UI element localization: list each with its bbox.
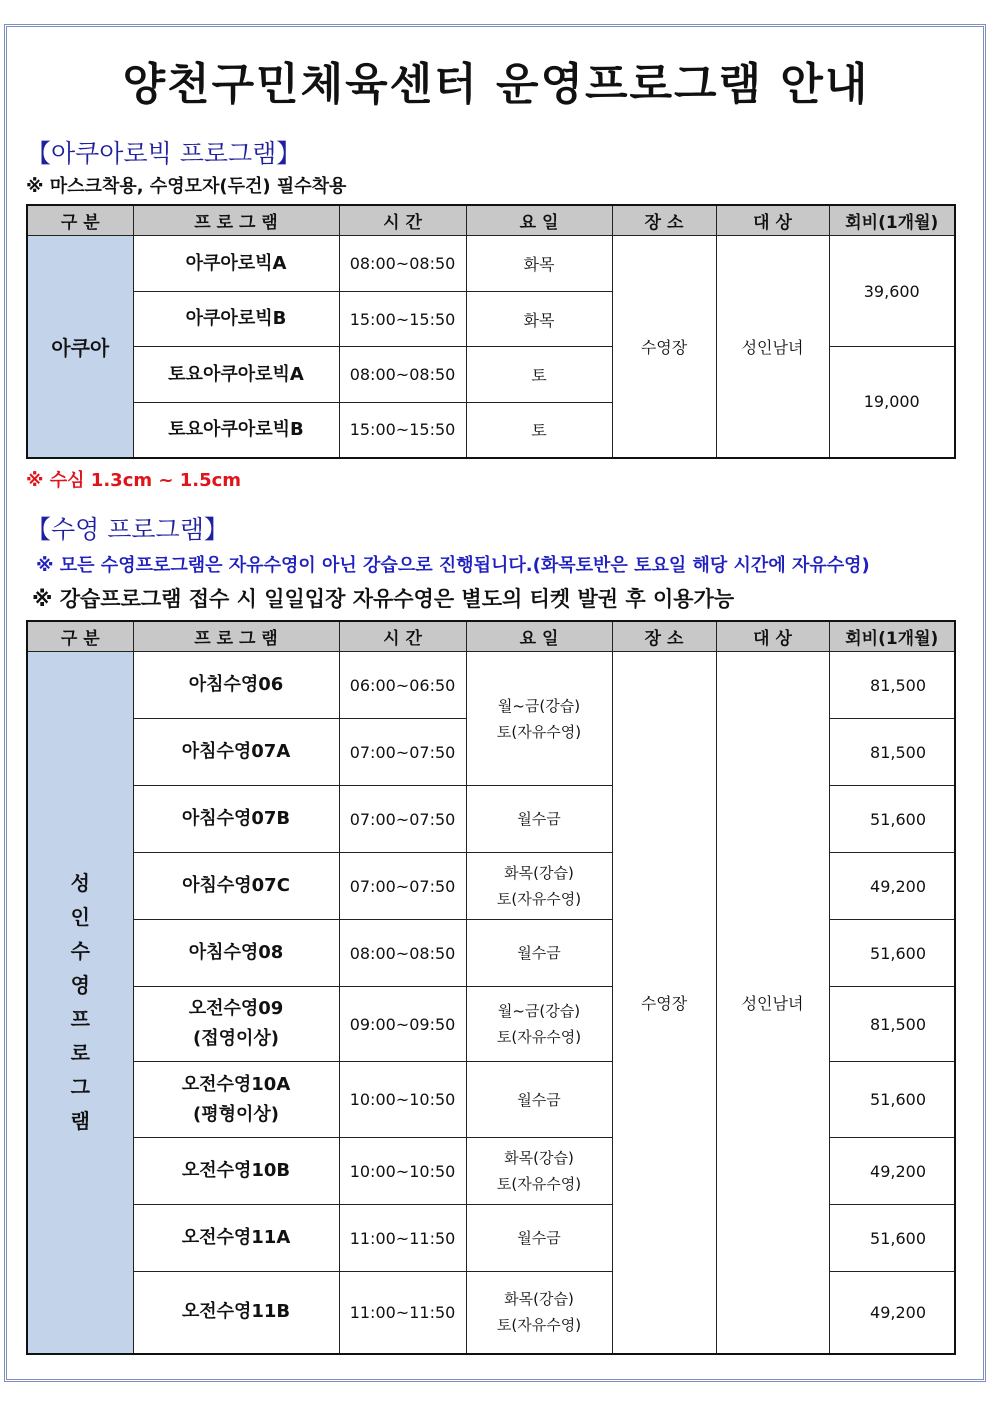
program-name: 오전수영11B (133, 1272, 339, 1354)
program-time: 15:00~15:50 (339, 292, 466, 347)
aqua-table (26, 204, 956, 459)
program-days: 화목 (466, 236, 612, 292)
header-time: 시 간 (339, 621, 466, 652)
program-name: 아침수영06 (133, 652, 339, 719)
swim-place: 수영장 (612, 652, 716, 1354)
header-target: 대 상 (716, 621, 829, 652)
aqua-fee-saturday: 19,000 (829, 347, 955, 458)
program-fee: 81,500 (829, 987, 955, 1062)
aqua-section-title: 【아쿠아로빅 프로그램】 (26, 139, 302, 168)
header-program: 프 로 그 램 (133, 621, 339, 652)
program-fee: 51,600 (829, 920, 955, 987)
aqua-target: 성인남녀 (716, 236, 829, 458)
program-days: 화목(강습) 토(자유수영) (466, 853, 612, 920)
program-time: 08:00~08:50 (339, 347, 466, 403)
program-days: 토 (466, 403, 612, 458)
aqua-header-row (27, 205, 955, 236)
page-title: 양천구민체육센터 운영프로그램 안내 (122, 59, 870, 110)
program-name: 토요아쿠아로빅B (133, 403, 339, 458)
depth-note: ※ 수심 1.3cm ~ 1.5cm (26, 470, 242, 491)
program-fee: 49,200 (829, 1138, 955, 1205)
program-days: 월수금 (466, 786, 612, 853)
aqua-place: 수영장 (612, 236, 716, 458)
swim-header-row (27, 621, 955, 652)
program-fee: 49,200 (829, 1272, 955, 1354)
program-name: 토요아쿠아로빅A (133, 347, 339, 403)
header-category: 구 분 (27, 621, 133, 652)
program-time: 07:00~07:50 (339, 719, 466, 786)
header-place: 장 소 (612, 205, 716, 236)
program-name: 오전수영10B (133, 1138, 339, 1205)
program-days: 월수금 (466, 920, 612, 987)
program-fee: 51,600 (829, 786, 955, 853)
program-days: 화목(강습) 토(자유수영) (466, 1138, 612, 1205)
program-name: 아쿠아로빅A (133, 236, 339, 292)
header-days: 요 일 (466, 205, 612, 236)
header-place: 장 소 (612, 621, 716, 652)
program-time: 11:00~11:50 (339, 1205, 466, 1272)
program-fee: 51,600 (829, 1205, 955, 1272)
program-days: 토 (466, 347, 612, 403)
program-time: 15:00~15:50 (339, 403, 466, 458)
program-time: 06:00~06:50 (339, 652, 466, 719)
program-days: 월수금 (466, 1205, 612, 1272)
swim-target: 성인남녀 (716, 652, 829, 1354)
swim-notice-1: ※ 모든 수영프로그램은 자유수영이 아닌 강습으로 진행됩니다.(화목토반은 토요일 해당 시간에 자유수영) (36, 555, 870, 576)
program-name: 아침수영07C (133, 853, 339, 920)
aqua-category: 아쿠아 (27, 236, 133, 458)
swim-table (26, 620, 956, 1355)
program-name: 오전수영11A (133, 1205, 339, 1272)
header-fee: 회비(1개월) (829, 621, 955, 652)
program-fee: 51,600 (829, 1062, 955, 1138)
program-days: 화목(강습) 토(자유수영) (466, 1272, 612, 1354)
program-name: 아침수영07A (133, 719, 339, 786)
header-days: 요 일 (466, 621, 612, 652)
program-name: 아침수영08 (133, 920, 339, 987)
program-time: 07:00~07:50 (339, 853, 466, 920)
header-program: 프 로 그 램 (133, 205, 339, 236)
program-days: 월수금 (466, 1062, 612, 1138)
table-row (27, 652, 955, 719)
program-fee: 81,500 (829, 652, 955, 719)
program-time: 11:00~11:50 (339, 1272, 466, 1354)
table-row (27, 236, 955, 292)
program-time: 09:00~09:50 (339, 987, 466, 1062)
program-name: 아침수영07B (133, 786, 339, 853)
program-time: 10:00~10:50 (339, 1062, 466, 1138)
program-name: 오전수영10A (평형이상) (133, 1062, 339, 1138)
program-time: 08:00~08:50 (339, 920, 466, 987)
header-target: 대 상 (716, 205, 829, 236)
program-days: 월~금(강습) 토(자유수영) (466, 652, 612, 786)
program-time: 07:00~07:50 (339, 786, 466, 853)
aqua-fee-weekday: 39,600 (829, 236, 955, 347)
swim-notice-2: ※ 강습프로그램 접수 시 일일입장 자유수영은 별도의 티켓 발권 후 이용가능 (32, 587, 735, 611)
swim-section-title: 【수영 프로그램】 (26, 515, 229, 544)
program-days: 월~금(강습) 토(자유수영) (466, 987, 612, 1062)
program-fee: 81,500 (829, 719, 955, 786)
header-fee: 회비(1개월) (829, 205, 955, 236)
program-name: 오전수영09 (접영이상) (133, 987, 339, 1062)
program-time: 08:00~08:50 (339, 236, 466, 292)
program-name: 아쿠아로빅B (133, 292, 339, 347)
header-category: 구 분 (27, 205, 133, 236)
swim-category: 성 인 수 영 프 로 그 램 (27, 652, 133, 1354)
aqua-notice: ※ 마스크착용, 수영모자(두건) 필수착용 (26, 176, 347, 197)
program-days: 화목 (466, 292, 612, 347)
program-time: 10:00~10:50 (339, 1138, 466, 1205)
program-fee: 49,200 (829, 853, 955, 920)
header-time: 시 간 (339, 205, 466, 236)
